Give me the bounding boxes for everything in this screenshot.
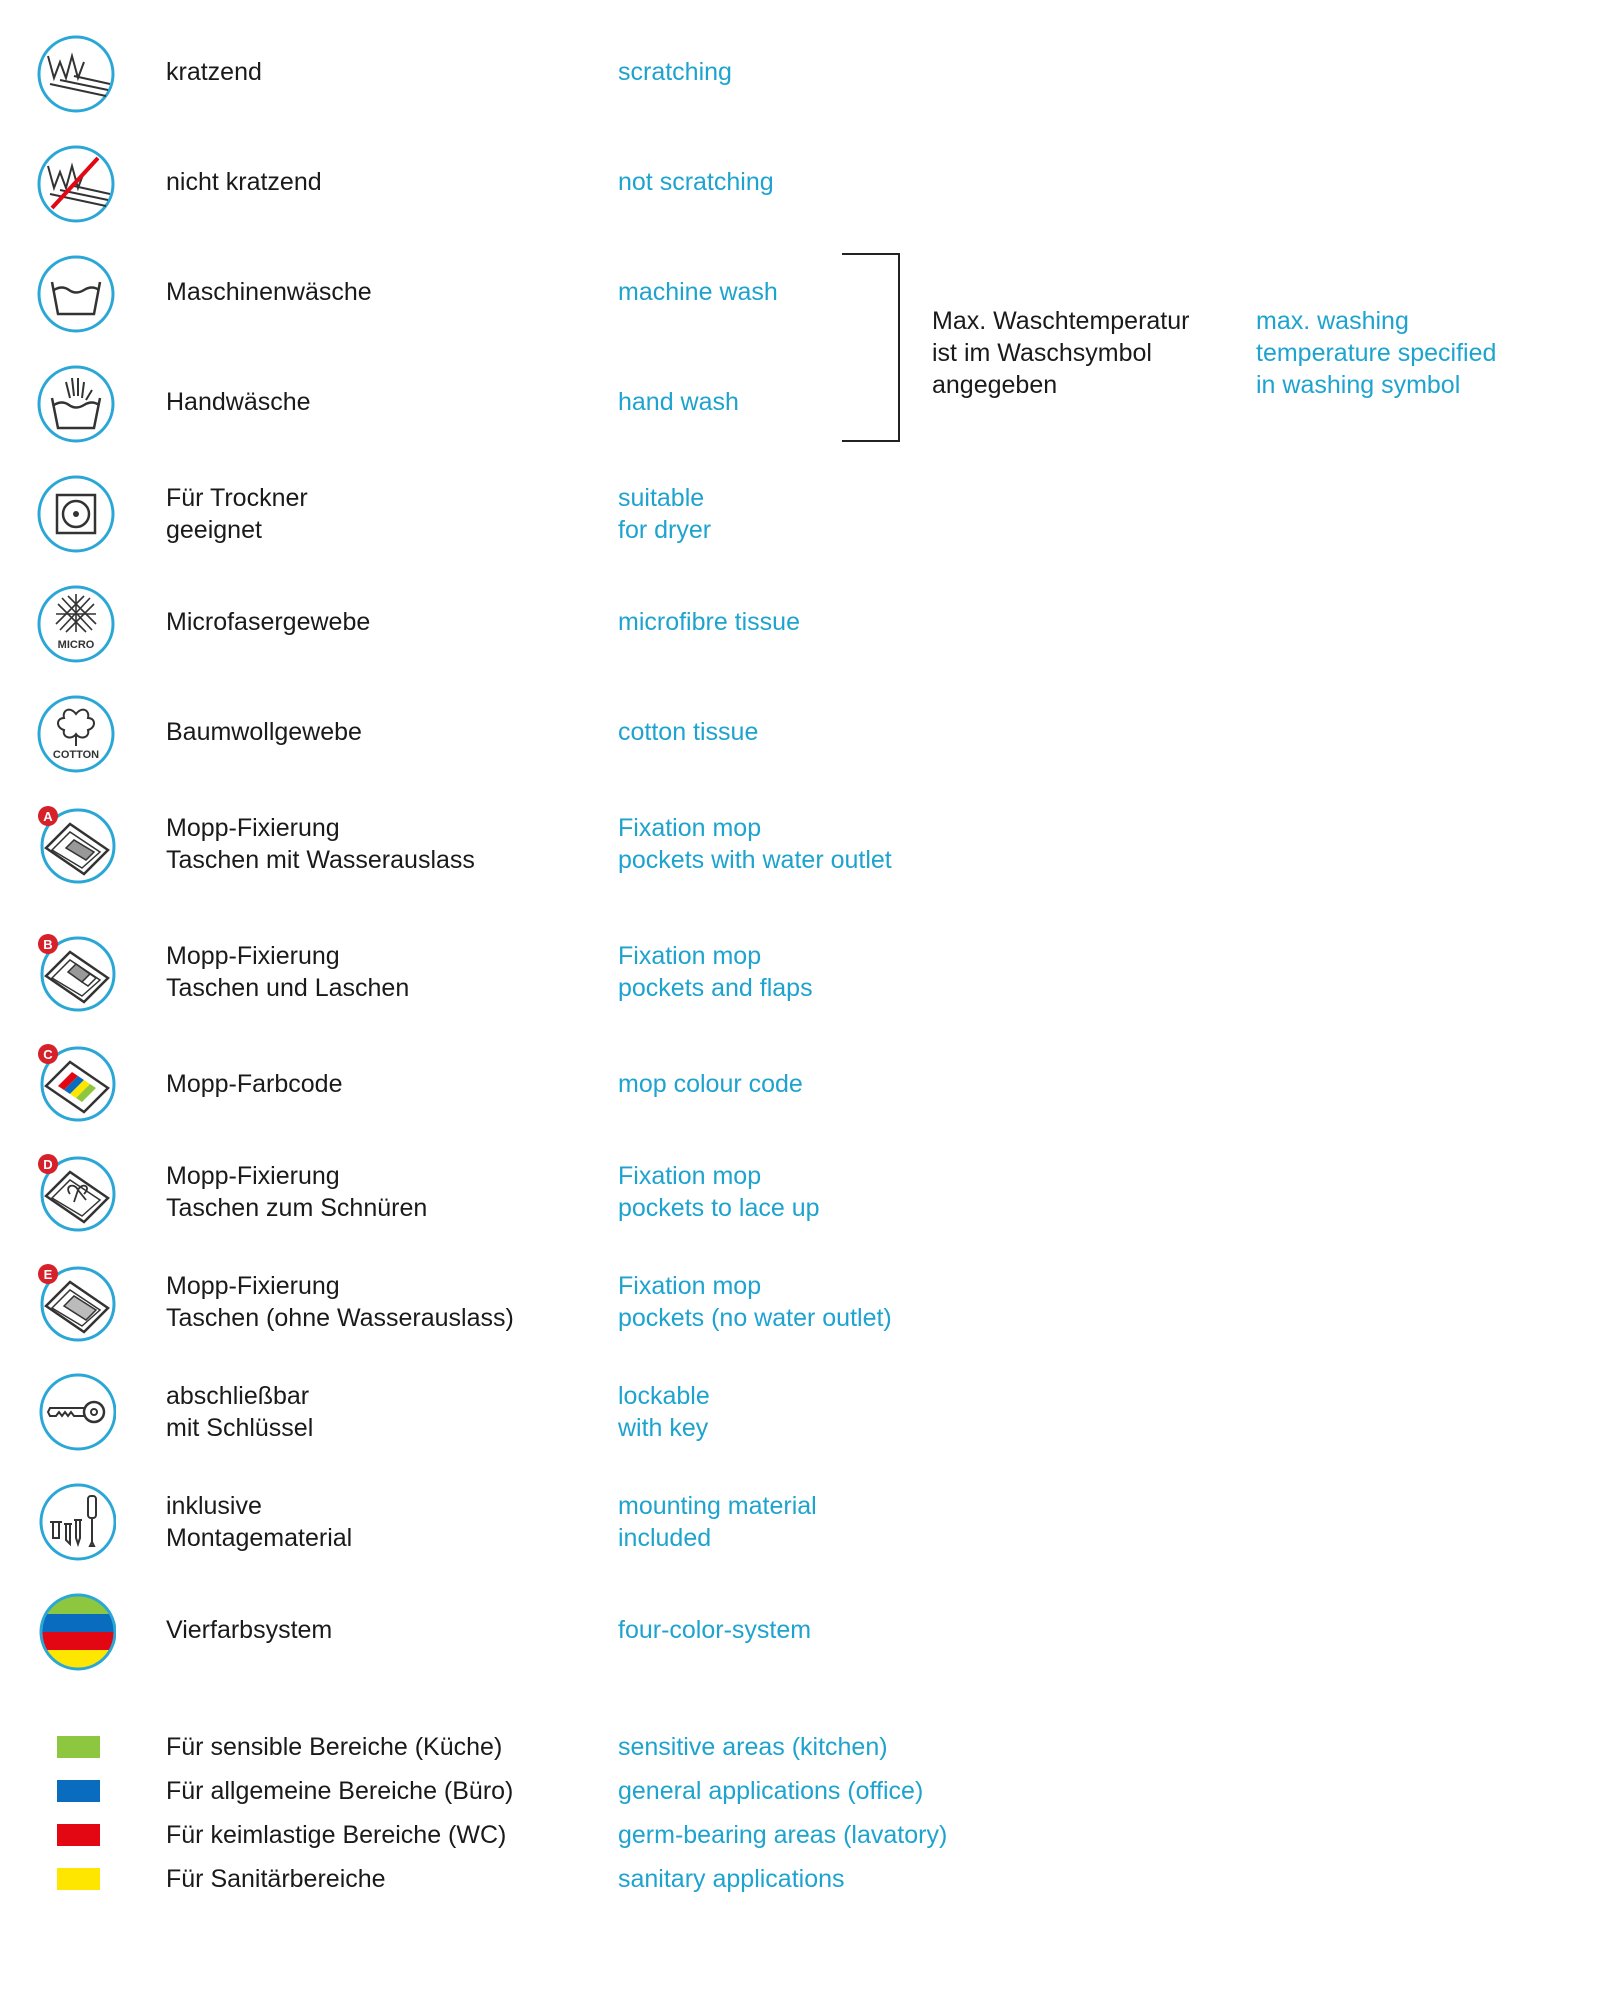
micro-icon-label: MICRO [57, 639, 95, 651]
label-de-line: Montagematerial [166, 1524, 353, 1552]
cotton-icon-label: COTTON [52, 749, 100, 761]
mop-fixation-e-icon [36, 1262, 116, 1342]
label-en [618, 1614, 811, 1646]
tools-icon [36, 1482, 116, 1562]
four-color-system-icon [36, 1592, 116, 1672]
wash-note-de [932, 305, 1189, 401]
label-en-line: included [618, 1524, 712, 1552]
label-de [166, 606, 370, 638]
wash-note-en [1256, 305, 1496, 401]
label-en-line: not scratching [618, 168, 774, 196]
label-de-line: Microfasergewebe [166, 608, 371, 636]
wash-note-en-line: temperature specified [1256, 339, 1497, 367]
label-en [618, 1270, 892, 1334]
label-en-line: machine wash [618, 278, 778, 306]
label-de-line: Mopp-Fixierung [166, 942, 340, 970]
label-de-line: nicht kratzend [166, 168, 322, 196]
label-en [618, 1160, 820, 1224]
label-de-line: inklusive [166, 1492, 262, 1520]
not-scratching-icon [36, 144, 116, 224]
machine-wash-icon [36, 254, 116, 334]
legend-de: Für Sanitärbereiche [166, 1865, 386, 1893]
wash-note-en-line: max. washing [1256, 307, 1409, 335]
label-en [618, 1068, 803, 1100]
legend-en: sensitive areas (kitchen) [618, 1733, 888, 1761]
micro-fibre-icon [36, 584, 116, 664]
label-de-line: Maschinenwäsche [166, 278, 372, 306]
key-icon [36, 1372, 116, 1452]
hand-wash-icon [36, 364, 116, 444]
label-en [618, 386, 739, 418]
swatch-red [57, 1824, 100, 1846]
label-en-line: lockable [618, 1382, 710, 1410]
label-en-line: Fixation mop [618, 1272, 762, 1300]
label-en-line: pockets and flaps [618, 974, 813, 1002]
swatch-blue [57, 1780, 100, 1802]
label-de-line: Taschen und Laschen [166, 974, 410, 1002]
label-en-line: Fixation mop [618, 942, 762, 970]
legend-en: sanitary applications [618, 1865, 845, 1893]
label-en [618, 166, 774, 198]
label-en-line: hand wash [618, 388, 739, 416]
label-de-line: Handwäsche [166, 388, 311, 416]
label-de-line: Mopp-Farbcode [166, 1070, 343, 1098]
label-en [618, 1490, 817, 1554]
scratching-icon [36, 34, 116, 114]
label-de-line: Taschen zum Schnüren [166, 1194, 428, 1222]
label-en-line: microfibre tissue [618, 608, 800, 636]
badge-letter: B [43, 937, 53, 952]
label-en [618, 606, 800, 638]
label-de [166, 1068, 342, 1100]
label-en-line: cotton tissue [618, 718, 759, 746]
label-de-line: Baumwollgewebe [166, 718, 362, 746]
label-de-line: mit Schlüssel [166, 1414, 314, 1442]
label-de [166, 56, 262, 88]
label-en-line: mounting material [618, 1492, 817, 1520]
wash-note-de-line: ist im Waschsymbol [932, 339, 1152, 367]
label-en [618, 276, 778, 308]
label-en-line: four-color-system [618, 1616, 812, 1644]
legend-de: Für sensible Bereiche (Küche) [166, 1733, 503, 1761]
label-en [618, 56, 732, 88]
label-de [166, 1270, 514, 1334]
mop-fixation-a-icon [36, 804, 116, 884]
badge-letter: E [43, 1267, 53, 1282]
wash-note-de-line: Max. Waschtemperatur [932, 307, 1190, 335]
label-de [166, 940, 409, 1004]
label-en-line: with key [618, 1414, 709, 1442]
label-de [166, 1380, 313, 1444]
label-de [166, 386, 311, 418]
label-de-line: abschließbar [166, 1382, 310, 1410]
label-en-line: for dryer [618, 516, 712, 544]
label-de [166, 1490, 352, 1554]
label-de-line: Für Trockner [166, 484, 308, 512]
label-en [618, 716, 758, 748]
label-en-line: suitable [618, 484, 705, 512]
label-en-line: pockets with water outlet [618, 846, 892, 874]
label-de [166, 1160, 427, 1224]
badge-letter: A [43, 809, 53, 824]
label-de [166, 276, 372, 308]
label-de [166, 166, 322, 198]
badge-letter: C [43, 1047, 53, 1062]
wash-note-en-line: in washing symbol [1256, 371, 1461, 399]
dryer-icon [36, 474, 116, 554]
badge-letter: D [43, 1157, 53, 1172]
label-de-line: Vierfarbsystem [166, 1616, 333, 1644]
label-en-line: pockets (no water outlet) [618, 1304, 892, 1332]
label-en-line: Fixation mop [618, 1162, 762, 1190]
wash-bracket [842, 253, 900, 442]
label-de-line: Taschen (ohne Wasserauslass) [166, 1304, 514, 1332]
label-de-line: Mopp-Fixierung [166, 1162, 340, 1190]
wash-note-de-line: angegeben [932, 371, 1058, 399]
swatch-yellow [57, 1868, 100, 1890]
cotton-icon [36, 694, 116, 774]
label-en [618, 812, 892, 876]
label-en-line: Fixation mop [618, 814, 762, 842]
label-de [166, 716, 362, 748]
label-de-line: Mopp-Fixierung [166, 1272, 340, 1300]
legend-de: Für keimlastige Bereiche (WC) [166, 1821, 507, 1849]
label-de-line: Mopp-Fixierung [166, 814, 340, 842]
swatch-green [57, 1736, 100, 1758]
label-de-line: Taschen mit Wasserauslass [166, 846, 475, 874]
label-en [618, 482, 711, 546]
mop-fixation-b-icon [36, 932, 116, 1012]
label-en [618, 940, 813, 1004]
label-en-line: mop colour code [618, 1070, 803, 1098]
label-de-line: geeignet [166, 516, 262, 544]
legend-en: germ-bearing areas (lavatory) [618, 1821, 948, 1849]
label-de-line: kratzend [166, 58, 262, 86]
label-en-line: pockets to lace up [618, 1194, 820, 1222]
legend-de: Für allgemeine Bereiche (Büro) [166, 1777, 514, 1805]
label-de [166, 1614, 332, 1646]
label-de [166, 482, 308, 546]
label-en-line: scratching [618, 58, 732, 86]
label-en [618, 1380, 710, 1444]
mop-fixation-d-icon [36, 1152, 116, 1232]
label-de [166, 812, 475, 876]
mop-colour-code-c-icon [36, 1042, 116, 1122]
legend-en: general applications (office) [618, 1777, 924, 1805]
